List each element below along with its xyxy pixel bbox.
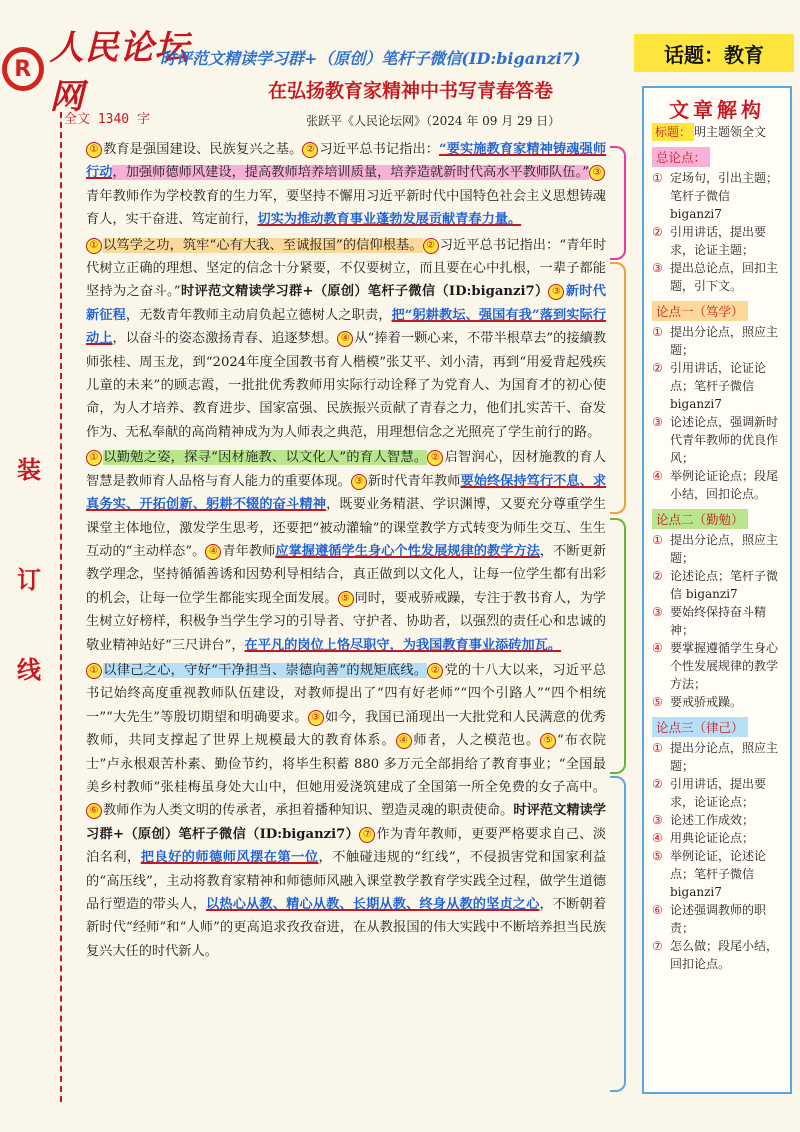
article-text: ，不断更新教学理念，坚持循循善诱和因势利导相结合，真正做到以文化人，让每一位学生都有出彩的机会，让每一位学生都能实现全面发展。 (86, 543, 607, 606)
sidebar-item-number: ① (652, 533, 663, 547)
sidebar-item-number: ② (652, 569, 663, 583)
sentence-number: ① (86, 663, 102, 679)
article-text: 青年教师 (222, 543, 276, 559)
sidebar-item-number: ⑦ (652, 939, 663, 953)
sidebar-item-text: 用典论证论点； (670, 831, 755, 845)
sidebar-item (644, 323, 790, 359)
article-text: 应掌握遵循学生身心个性发展规律的教学方法 (275, 543, 540, 559)
sentence-number: ③ (351, 474, 367, 490)
sidebar-item (644, 567, 790, 603)
binding-label-3: 线 (17, 655, 41, 684)
binding-dash-line (60, 112, 62, 1102)
sidebar-item-text: 要戒骄戒躁。 (670, 695, 743, 709)
sidebar-section-label: 论点三（律己） (652, 717, 748, 737)
article-paragraph (86, 138, 606, 232)
topic-badge: 话题：教育 (634, 34, 794, 72)
article-text: 新时代青年教师 (367, 473, 461, 489)
article-text: 时评范文精读学习群+（原创）笔杆子微信（ID:biganzi7） (180, 284, 549, 300)
logo-mark-icon: R (2, 47, 44, 91)
sentence-number: ⑥ (86, 803, 102, 819)
article-text: 在平凡的岗位上恪尽职守，为我国教育事业添砖加瓦。 (244, 637, 562, 653)
article-text: ，以奋斗的姿态激扬青春、追逐梦想。 (112, 331, 338, 347)
sentence-number: ② (427, 450, 443, 466)
sidebar-item-number: ⑤ (652, 849, 663, 863)
article-text: 以律己之心，守好“干净担当、崇德向善”的规矩底线。 (103, 662, 428, 678)
byline: 张跃平《人民论坛网》（2024 年 09 月 29 日） (306, 114, 561, 128)
sidebar-item (644, 259, 790, 295)
sidebar-item (644, 847, 790, 901)
sidebar-item (644, 467, 790, 503)
sentence-number: ④ (205, 544, 221, 560)
sentence-number: ② (427, 663, 443, 679)
sentence-number: ① (86, 450, 102, 466)
article-text: 切实为推动教育事业蓬勃发展贡献青春力量。 (257, 212, 522, 228)
binding-label-2: 订 (17, 565, 41, 594)
article-paragraph (86, 659, 606, 963)
article-text: ，无数青年教师主动肩负起立德树人之职责， (125, 307, 392, 323)
article-text: 启智润心，因材施教的育人智慧是教师育人品格与育人能力的重要体现。 (86, 450, 607, 489)
sidebar-item-number: ⑥ (652, 903, 663, 917)
sidebar-item-text: 要掌握遵循学生身心个性发展规律的教学方法； (670, 641, 779, 691)
sidebar-item-number: ① (652, 171, 663, 185)
article-text: 习近平总书记指出：“青年时代树立正确的理想、坚定的信念十分紧要，不仅要树立，而且要在心中扎根，一辈子都能坚持为之奋斗。” (86, 237, 607, 300)
sidebar-item (644, 359, 790, 413)
sidebar-item (644, 829, 790, 847)
headline-tag: 标题： (652, 123, 694, 141)
sidebar-item (644, 223, 790, 259)
sidebar-item-text: 定场句，引出主题；笔杆子微信 biganzi7 (670, 171, 779, 221)
article-text: 把“躬耕教坛、强国有我”落到实际行动上 (86, 307, 607, 347)
brace-point-1 (610, 262, 626, 514)
sidebar-item (644, 603, 790, 639)
sentence-number: ③ (548, 284, 564, 300)
sidebar-item-text: 论述工作成效； (670, 813, 755, 827)
article-title: 在弘扬教育家精神中书写青春答卷 (268, 80, 554, 102)
article-text: 要始终保持笃行不息、求真务实、开拓创新、躬耕不辍的奋斗精神 (86, 473, 607, 513)
sentence-number: ④ (396, 733, 412, 749)
article-text: ，既要业务精湛、学识渊博，又要充分尊重学生课堂主体地位，激发学生思考，还要把“被动灌输”的课堂教学方式转变为师生交互、生生互动的“主动样态”。 (86, 497, 607, 559)
sidebar-item (644, 413, 790, 467)
sidebar-item-number: ② (652, 777, 663, 791)
article-text: “布衣院士”卢永根艰苦朴素、勤俭节约，将毕生积蓄 880 多万元全部捐给了教育事业；“全国最美乡村教师”张桂梅虽身处大山中，但她用爱浇筑建成了全国第一所全免费的女子高中。 (86, 733, 606, 795)
sidebar-item-number: ⑤ (652, 695, 663, 709)
sidebar-item (644, 739, 790, 775)
sidebar-item-number: ① (652, 741, 663, 755)
structure-sidebar (642, 86, 792, 1094)
sentence-number: ③ (589, 165, 605, 181)
word-count: 全文 1340 字 (64, 112, 150, 127)
sentence-number: ③ (308, 710, 324, 726)
sentence-number: ⑤ (540, 733, 556, 749)
sidebar-section-label: 论点二（勤勉） (652, 509, 748, 529)
brace-point-2 (610, 518, 626, 774)
article-text: 以热心从教、精心从教、长期从教、终身从教的坚贞之心 (206, 897, 540, 912)
sidebar-item-text: 提出分论点，照应主题； (670, 741, 779, 773)
sidebar-item (644, 639, 790, 693)
article-text: ，不断朝着新时代“经师”和“人师”的更高追求孜孜奋进，在从教报国的伟大实践中不断培养担当民族复兴大任的时代新人。 (86, 897, 607, 959)
sidebar-item (644, 693, 790, 711)
article-text: 以笃学之功，筑牢“心有大我、至诚报国”的信仰根基。 (103, 237, 423, 253)
article-text: 党的十八大以来，习近平总书记始终高度重视教师队伍建设，对教师提出了“四有好老师”“四个引路人”“四个相统一”“大先生”等殷切期望和明确要求。 (86, 662, 607, 725)
sidebar-item-number: ③ (652, 605, 663, 619)
article-body (86, 138, 606, 965)
sidebar-item-number: ③ (652, 813, 663, 827)
sidebar-item-number: ③ (652, 261, 663, 275)
sentence-number: ⑦ (359, 827, 375, 843)
sidebar-item-text: 引用讲话，提出要求，论证主题； (670, 225, 767, 257)
article-text: “要实施教育家精神铸魂强师行动 (86, 142, 607, 181)
article-text: 如今，我国已涌现出一大批党和人民满意的优秀教师，共同支撑起了世界上规模最大的教育体系。 (86, 709, 606, 749)
sidebar-headline (644, 123, 790, 141)
sidebar-item (644, 169, 790, 223)
sentence-number: ① (86, 238, 102, 254)
article-text: 习近平总书记指出： (319, 142, 440, 157)
brace-point-3 (610, 776, 626, 1092)
article-paragraph (86, 234, 606, 445)
article-text: ，加强师德师风建设，提高教师培养培训质量，培养造就新时代高水平教师队伍。” (112, 165, 590, 181)
sidebar-item-number: ① (652, 325, 663, 339)
article-text: 师者，人之模范也。 (412, 733, 541, 749)
sidebar-item (644, 811, 790, 829)
sidebar-section-label: 总论点： (652, 147, 710, 167)
sentence-number: ② (423, 238, 439, 254)
sidebar-item-text: 要始终保持奋斗精神； (670, 605, 767, 637)
group-title: 时评范文精读学习群+（原创）笔杆子微信(ID:biganzi7) (160, 49, 581, 68)
sidebar-item-number: ② (652, 361, 663, 375)
article-text: ，不触碰违规的“红线”，不侵损害党和国家利益的“高压线”，主动将教育家精神和师德师风融入课堂教学教育学实践全过程，做学生道德品行塑造的带头人， (86, 850, 607, 912)
sidebar-item-text: 论述论点，强调新时代青年教师的优良作风； (670, 415, 779, 465)
sidebar-item-text: 引用讲话，论证论点；笔杆子微信 biganzi7 (670, 361, 767, 411)
article-text: 教育是强国建设、民族复兴之基。 (103, 142, 303, 157)
article-text: 把良好的师德师风摆在第一位 (140, 850, 319, 866)
article-text: 从“捧着一颗心来，不带半根草去”的接續教师张桂、周玉龙，到“2024年度全国教书育人楷模”张艾平、刘小清，再到“用爱背起残疾儿童的未来”的顾志霞，一批批优秀教师用实际行动诠释了为党育人、为国育才的初心使命，为人才培养、教育进步、国家富强、民族振兴贡献了青春之力，他们扎实苦干、奋发作为、无私奉献的高尚精神成为为人师表之典范，用理想信念之光照亮了学生前行的路。 (86, 331, 607, 440)
article-text: 青年教师作为学校教育的生力军，要坚持不懈用习近平新时代中国特色社会主义思想铸魂育人，实干奋进、笃定前行， (86, 188, 606, 228)
sidebar-item-text: 论述论点；笔杆子微信 biganzi7 (670, 569, 779, 601)
sentence-number: ① (86, 142, 102, 158)
sidebar-item-text: 提出总论点，回扣主题，引下文。 (670, 261, 779, 293)
binding-label-1: 装 (17, 455, 41, 484)
sidebar-sections (644, 141, 790, 973)
sidebar-item-text: 举例论证，论述论点；笔杆子微信 biganzi7 (670, 849, 767, 899)
sentence-number: ⑤ (338, 591, 354, 607)
brace-intro (610, 146, 626, 260)
sidebar-item (644, 937, 790, 973)
sidebar-item-number: ④ (652, 469, 663, 483)
headline-text: 明主题领全文 (694, 125, 767, 139)
article-text: 时评范文精读学习群+（原创）笔杆子微信（ID:biganzi7） (86, 803, 606, 842)
sidebar-item-number: ④ (652, 641, 663, 655)
sidebar-item-number: ③ (652, 415, 663, 429)
sidebar-item-text: 论述强调教师的职责； (670, 903, 767, 935)
sidebar-item-text: 提出分论点，照应主题； (670, 533, 779, 565)
sidebar-item-text: 提出分论点，照应主题； (670, 325, 779, 357)
sidebar-item-number: ④ (652, 831, 663, 845)
sentence-number: ② (302, 142, 318, 158)
logo-text: 人民论坛网 (49, 28, 190, 117)
article-text: 作为青年教师，更要严格要求自己、淡泊名利， (86, 826, 607, 866)
sidebar-item-text: 引用讲话，提出要求，论证论点； (670, 777, 767, 809)
sidebar-item (644, 901, 790, 937)
sidebar-item-number: ② (652, 225, 663, 239)
article-text: 以勤勉之姿，探寻“因材施教、以文化人”的育人智慧。 (103, 450, 428, 466)
article-text: 教师作为人类文明的传承者，承担着播种知识、塑造灵魂的职责使命。 (103, 803, 514, 819)
article-paragraph (86, 446, 606, 657)
sidebar-item (644, 775, 790, 811)
sidebar-section-label: 论点一（笃学） (652, 301, 748, 321)
article-text: 新时代新征程 (86, 284, 606, 323)
sidebar-title: 文章解构 (669, 98, 765, 122)
article-text: 同时，要戒骄戒躁，专注于教书育人，为学生树立好榜样，积极争当学生学习的引导者、守护者、协助者，以强烈的责任心和忠诚的敬业精神站好“三尺讲台”， (86, 590, 606, 653)
sidebar-item (644, 531, 790, 567)
sidebar-item-text: 怎么做；段尾小结，回扣论点。 (670, 939, 779, 971)
sentence-number: ④ (337, 331, 353, 347)
sidebar-item-text: 举例论证论点；段尾小结，回扣论点。 (670, 469, 779, 501)
